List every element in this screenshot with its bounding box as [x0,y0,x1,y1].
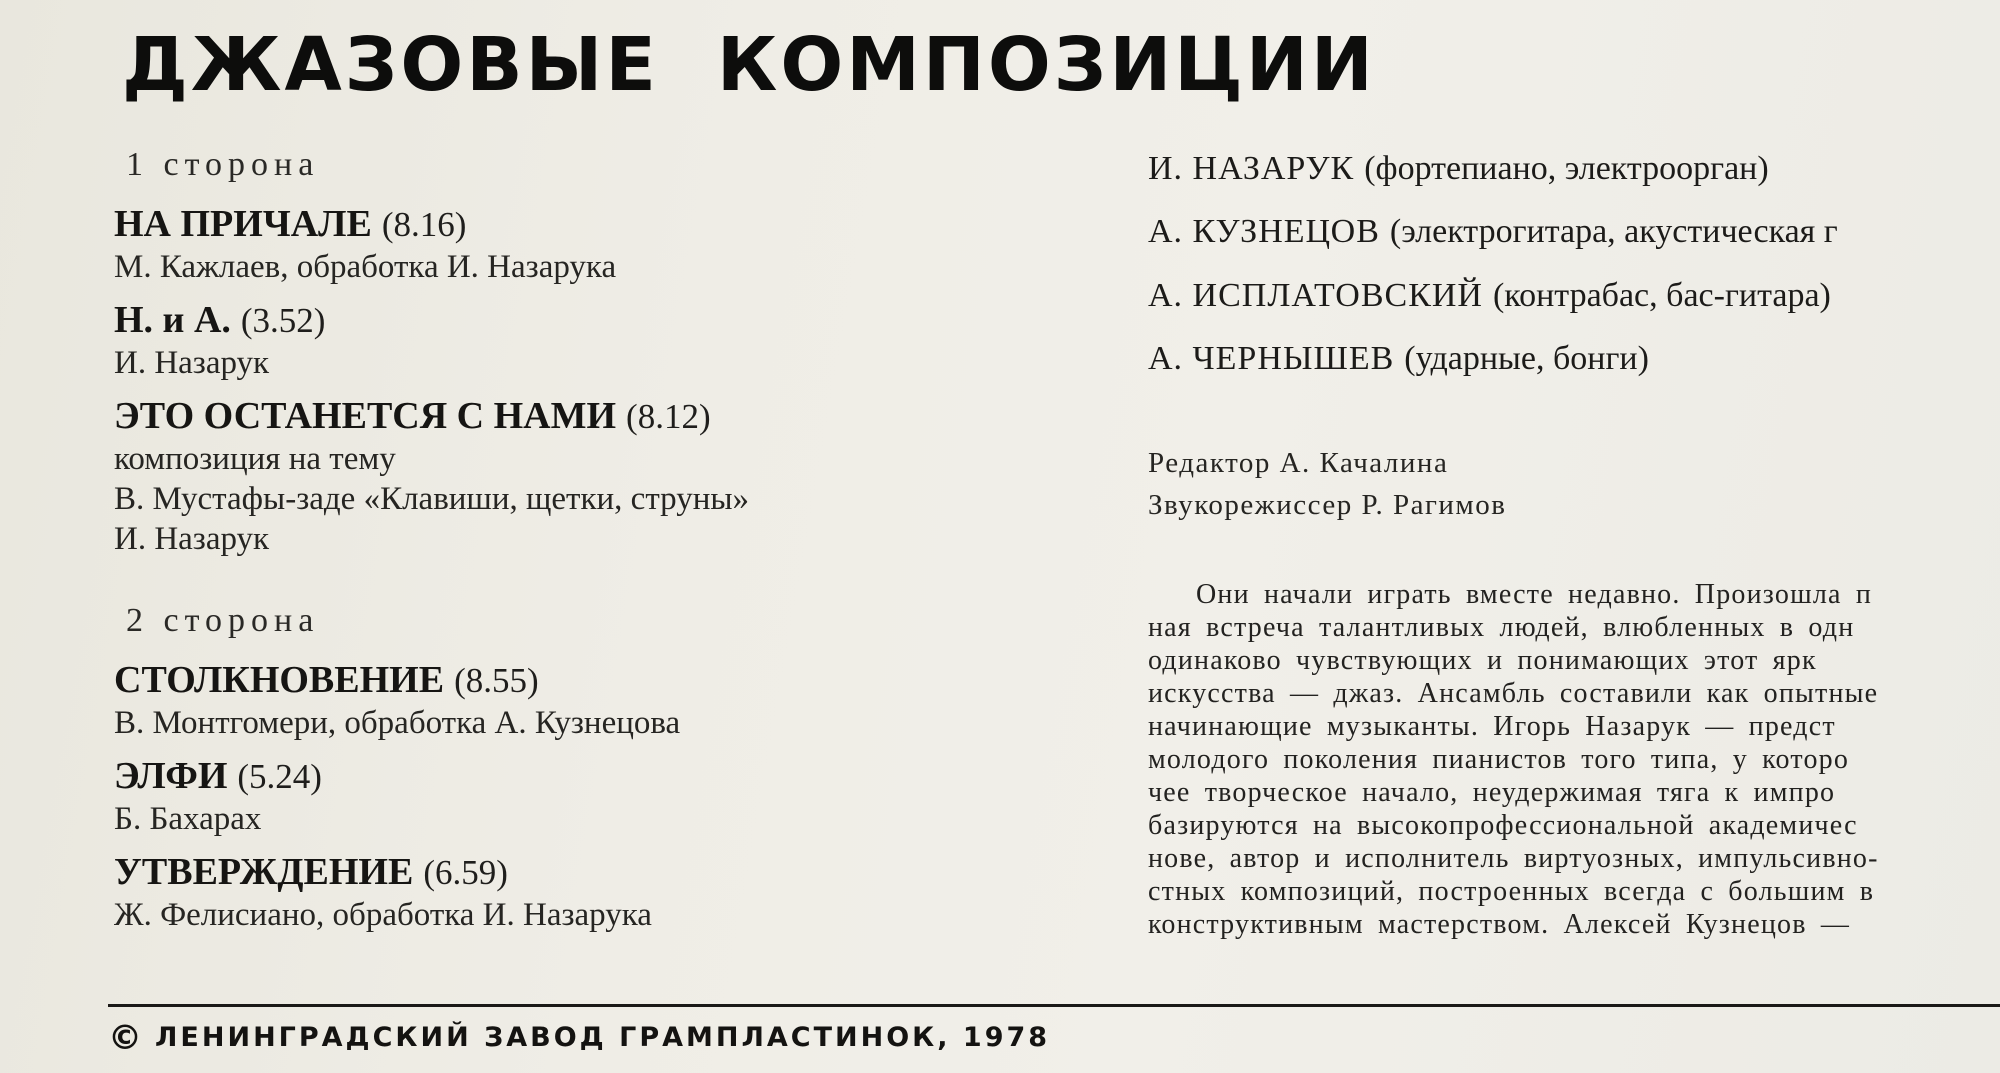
side-1-label: 1 сторона [126,146,320,183]
track-duration: (8.16) [381,205,467,245]
footer-divider [108,1004,2000,1007]
liner-notes [1148,578,2000,941]
track-credit: Б. Бахарах [114,800,262,837]
track-credit: И. Назарук [114,521,270,558]
performer-item [1148,340,2000,377]
track-credit: В. Мустафы-заде «Клавиши, щетки, струны» [114,481,750,518]
track-item [114,755,994,839]
track-item [114,203,994,287]
liner-notes-line: нове, автор и исполнитель виртуозных, импульсивно- [1148,842,1879,874]
track-duration: (3.52) [240,301,326,341]
performer-instruments: (фортепиано, электроорган) [1364,150,1769,187]
track-credit: В. Монтгомери, обработка А. Кузнецова [114,704,681,741]
track-credit: композиция на тему [114,440,396,477]
copyright-icon: © [108,1018,145,1058]
track-item [114,395,994,559]
liner-notes-line: стных композиций, построенных всегда с большим в [1148,875,1875,907]
album-title-word-2: КОМПОЗИЦИИ [716,22,1376,108]
track-duration: (8.55) [454,661,539,701]
track-title: Н. и А. [114,299,231,342]
production-credits [1148,442,2000,526]
tracklist [114,146,994,947]
track-credit: И. Назарук [114,345,270,382]
track-credit: М. Кажлаев, обработка И. Назарука [114,249,617,286]
track-title: ЭЛФИ [114,755,228,798]
right-column [1148,150,2000,941]
track-credit: Ж. Фелисиано, обработка И. Назарука [114,896,652,933]
footer-imprint [108,1018,1050,1058]
editor-credit: Редактор А. Качалина [1148,446,1449,479]
liner-notes-line: базируются на высокопрофессиональной академичес [1148,809,1858,841]
track-item [114,299,994,383]
album-title [122,22,1376,108]
track-duration: (5.24) [237,757,322,797]
side-2-label: 2 сторона [126,601,320,639]
liner-notes-line: начинающие музыканты. Игорь Назарук — предст [1148,710,1836,742]
performer-item [1148,213,2000,250]
track-duration: (6.59) [423,852,508,892]
performer-name: А. ЧЕРНЫШЕВ [1148,340,1395,378]
liner-notes-line: Они начали играть вместе недавно. Произошла п [1196,578,1873,610]
track-title: ЭТО ОСТАНЕТСЯ С НАМИ [114,395,617,438]
liner-notes-line: конструктивным мастерством. Алексей Кузнецов — [1148,908,1851,940]
track-item [114,659,994,743]
performer-name: А. ИСПЛАТОВСКИЙ [1148,276,1483,314]
track-title: УТВЕРЖДЕНИЕ [114,850,414,893]
performer-name: И. НАЗАРУК [1148,150,1355,187]
track-title: СТОЛКНОВЕНИЕ [114,659,445,702]
album-title-word-1: ДЖАЗОВЫЕ [122,22,659,108]
performer-instruments: (электрогитара, акустическая г [1389,213,1838,251]
liner-notes-line: молодого поколения пианистов того типа, у которо [1148,743,1850,775]
publisher-text: ЛЕНИНГРАДСКИЙ ЗАВОД ГРАМПЛАСТИНОК, 1978 [155,1022,1051,1053]
track-title: НА ПРИЧАЛЕ [114,203,372,246]
track-duration: (8.12) [626,397,711,437]
performer-name: А. КУЗНЕЦОВ [1148,213,1380,251]
sound-engineer-credit: Звукорежиссер Р. Рагимов [1148,488,1507,521]
performer-item [1148,150,2000,187]
liner-notes-line: ная встреча талантливых людей, влюбленных в одн [1148,611,1855,643]
liner-notes-line: одинаково чувствующих и понимающих этот ярк [1148,644,1817,676]
liner-notes-line: чее творческое начало, неудержимая тяга к импро [1148,776,1836,808]
performer-instruments: (контрабас, бас-гитара) [1492,276,1831,314]
track-item [114,851,994,935]
performer-item [1148,277,2000,314]
performer-instruments: (ударные, бонги) [1404,340,1649,378]
liner-notes-line: искусства — джаз. Ансамбль составили как опытные [1148,677,1879,709]
performer-list [1148,150,2000,378]
